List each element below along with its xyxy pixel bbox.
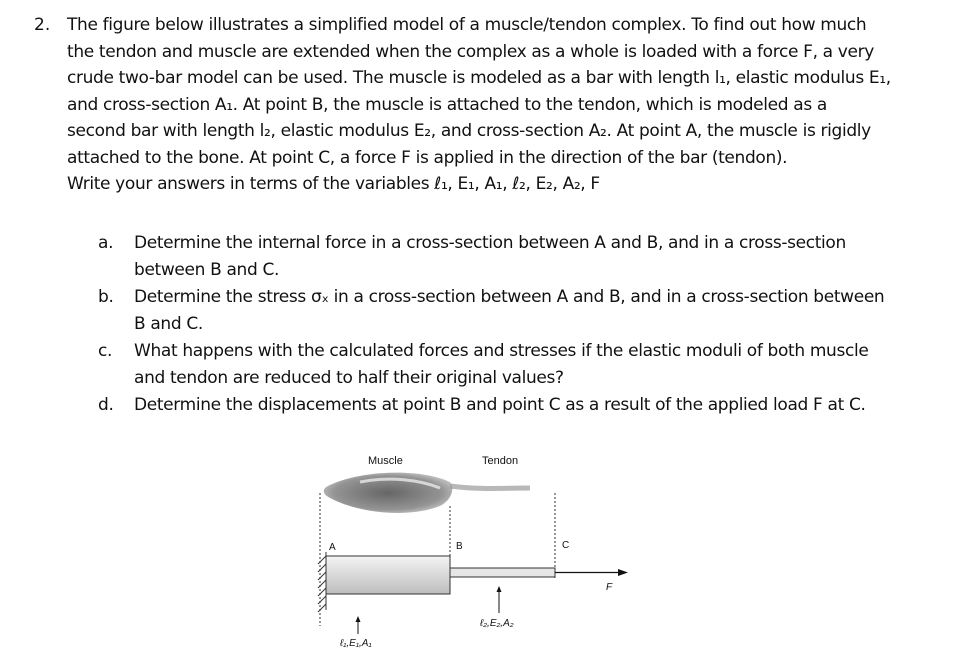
bar2-parameters: ℓ₂,E₂,A₂	[480, 618, 514, 629]
problem-line: The figure below illustrates a simplified model of a muscle/tendon complex. To find out how much	[67, 15, 867, 35]
part-marker: b.	[98, 287, 114, 307]
part-line: Determine the internal force in a cross-section between A and B, and in a cross-section	[134, 233, 846, 253]
part-line: Determine the stress σₓ in a cross-section between A and B, and in a cross-section between	[134, 287, 885, 307]
force-label: F	[606, 582, 613, 593]
problem-number: 2.	[34, 15, 51, 35]
muscle-illustration	[324, 473, 530, 513]
point-c-label: C	[562, 540, 570, 551]
part-line: What happens with the calculated forces and stresses if the elastic moduli of both muscle	[134, 341, 869, 361]
problem-line: second bar with length l₂, elastic modulus E₂, and cross-section A₂. At point A, the muscle is rigidly	[67, 121, 871, 141]
muscle-label: Muscle	[368, 455, 403, 467]
part-marker: d.	[98, 395, 114, 415]
part-line: and tendon are reduced to half their original values?	[134, 368, 564, 388]
tendon-label: Tendon	[482, 455, 519, 467]
force-arrowhead	[618, 569, 628, 576]
muscle-bar	[326, 556, 450, 594]
bar1-pointer-head	[356, 616, 361, 622]
part-line: Determine the displacements at point B and point C as a result of the applied load F at C.	[134, 395, 866, 415]
part-line: between B and C.	[134, 260, 280, 280]
sub-question-d	[98, 392, 938, 419]
sub-question-a	[98, 230, 938, 284]
problem-line: attached to the bone. At point C, a force F is applied in the direction of the bar (tendon).	[67, 147, 788, 168]
part-marker: a.	[98, 233, 114, 253]
bar1-parameters: ℓ₁,E₁,A₁	[340, 638, 372, 649]
part-marker: c.	[98, 341, 113, 361]
sub-questions	[98, 230, 938, 419]
problem-line: the tendon and muscle are extended when the complex as a whole is loaded with a force F, a very	[67, 41, 874, 62]
problem-text	[67, 12, 917, 198]
point-b-label: B	[456, 541, 463, 552]
problem-line: crude two-bar model can be used. The muscle is modeled as a bar with length l₁, elastic modulus E₁,	[67, 68, 891, 88]
sub-question-b	[98, 284, 938, 338]
problem-line: Write your answers in terms of the variables ℓ₁, E₁, A₁, ℓ₂, E₂, A₂, F	[67, 174, 600, 194]
tendon-bar	[450, 568, 555, 577]
sub-question-c	[98, 338, 938, 392]
bar2-pointer-head	[497, 586, 502, 592]
part-line: B and C.	[134, 314, 203, 334]
muscle-tendon-figure	[300, 448, 660, 658]
problem-line: and cross-section A₁. At point B, the muscle is attached to the tendon, which is modeled as a	[67, 94, 827, 115]
point-a-label: A	[329, 542, 336, 553]
wall-support	[318, 552, 326, 612]
